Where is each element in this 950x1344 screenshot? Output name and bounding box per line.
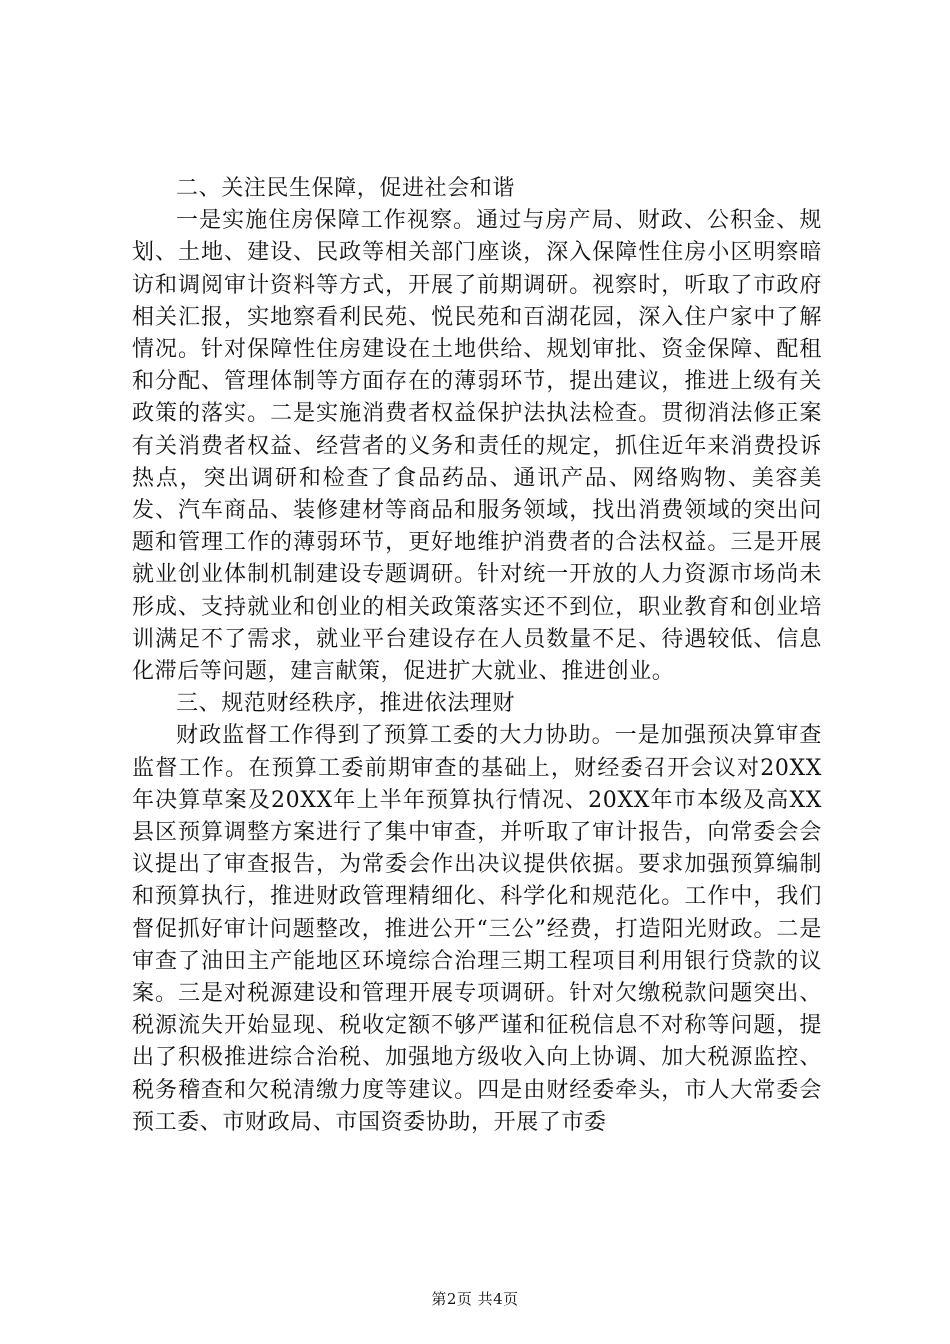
- paragraph: 财政监督工作得到了预算工委的大力协助。一是加强预决算审查监督工作。在预算工委前期审查的基础上，财经委召开会议对20XX年决算草案及20XX年上半年预算执行情况、20XX年市本级及高XX县区预算调整方案进行了集中审查，并听取了审计报告，向常委会会议提出了审查报告，为常委会作出决议提供依据。要求加强预算编制和预算执行，推进财政管理精细化、科学化和规范化。工作中，我们督促抓好审计问题整改，推进公开“三公”经费，打造阳光财政。二是审查了油田主产能地区环境综合治理三期工程项目利用银行贷款的议案。三是对税源建设和管理开展专项调研。针对欠缴税款问题突出、税源流失开始显现、税收定额不够严谨和征税信息不对称等问题，提出了积极推进综合治税、加强地方级收入向上协调、加大税源监控、税务稽查和欠税清缴力度等建议。四是由财经委牵头，市人大常委会预工委、市财政局、市国资委协助，开展了市委: [132, 723, 822, 1135]
- paragraph: 一是实施住房保障工作视察。通过与房产局、财政、公积金、规划、土地、建设、民政等相关部门座谈，深入保障性住房小区明察暗访和调阅审计资料等方式，开展了前期调研。视察时，听取了市政府相关汇报，实地察看利民苑、悦民苑和百湖花园，深入住户家中了解情况。针对保障性住房建设在土地供给、规划审批、资金保障、配租和分配、管理体制等方面存在的薄弱环节，提出建议，推进上级有关政策的落实。二是实施消费者权益保护法执法检查。贯彻消法修正案有关消费者权益、经营者的义务和责任的规定，抓住近年来消费投诉热点，突出调研和检查了食品药品、通讯产品、网络购物、美容美发、汽车商品、装修建材等商品和服务领域，找出消费领域的突出问题和管理工作的薄弱环节，更好地维护消费者的合法权益。三是开展就业创业体制机制建设专题调研。针对统一开放的人力资源市场尚未形成、支持就业和创业的相关政策落实还不到位，职业教育和创业培训满足不了需求，就业平台建设存在人员数量不足、待遇较低、信息化滞后等问题，建言献策，促进扩大就业、推进创业。: [132, 208, 822, 685]
- section-heading-2: 二、关注民生保障，促进社会和谐: [176, 176, 516, 201]
- section-heading-3: 三、规范财经秩序，推进依法理财: [176, 691, 516, 717]
- page-number-footer: 第2页 共4页: [431, 1290, 519, 1308]
- document-body: [132, 173, 822, 1139]
